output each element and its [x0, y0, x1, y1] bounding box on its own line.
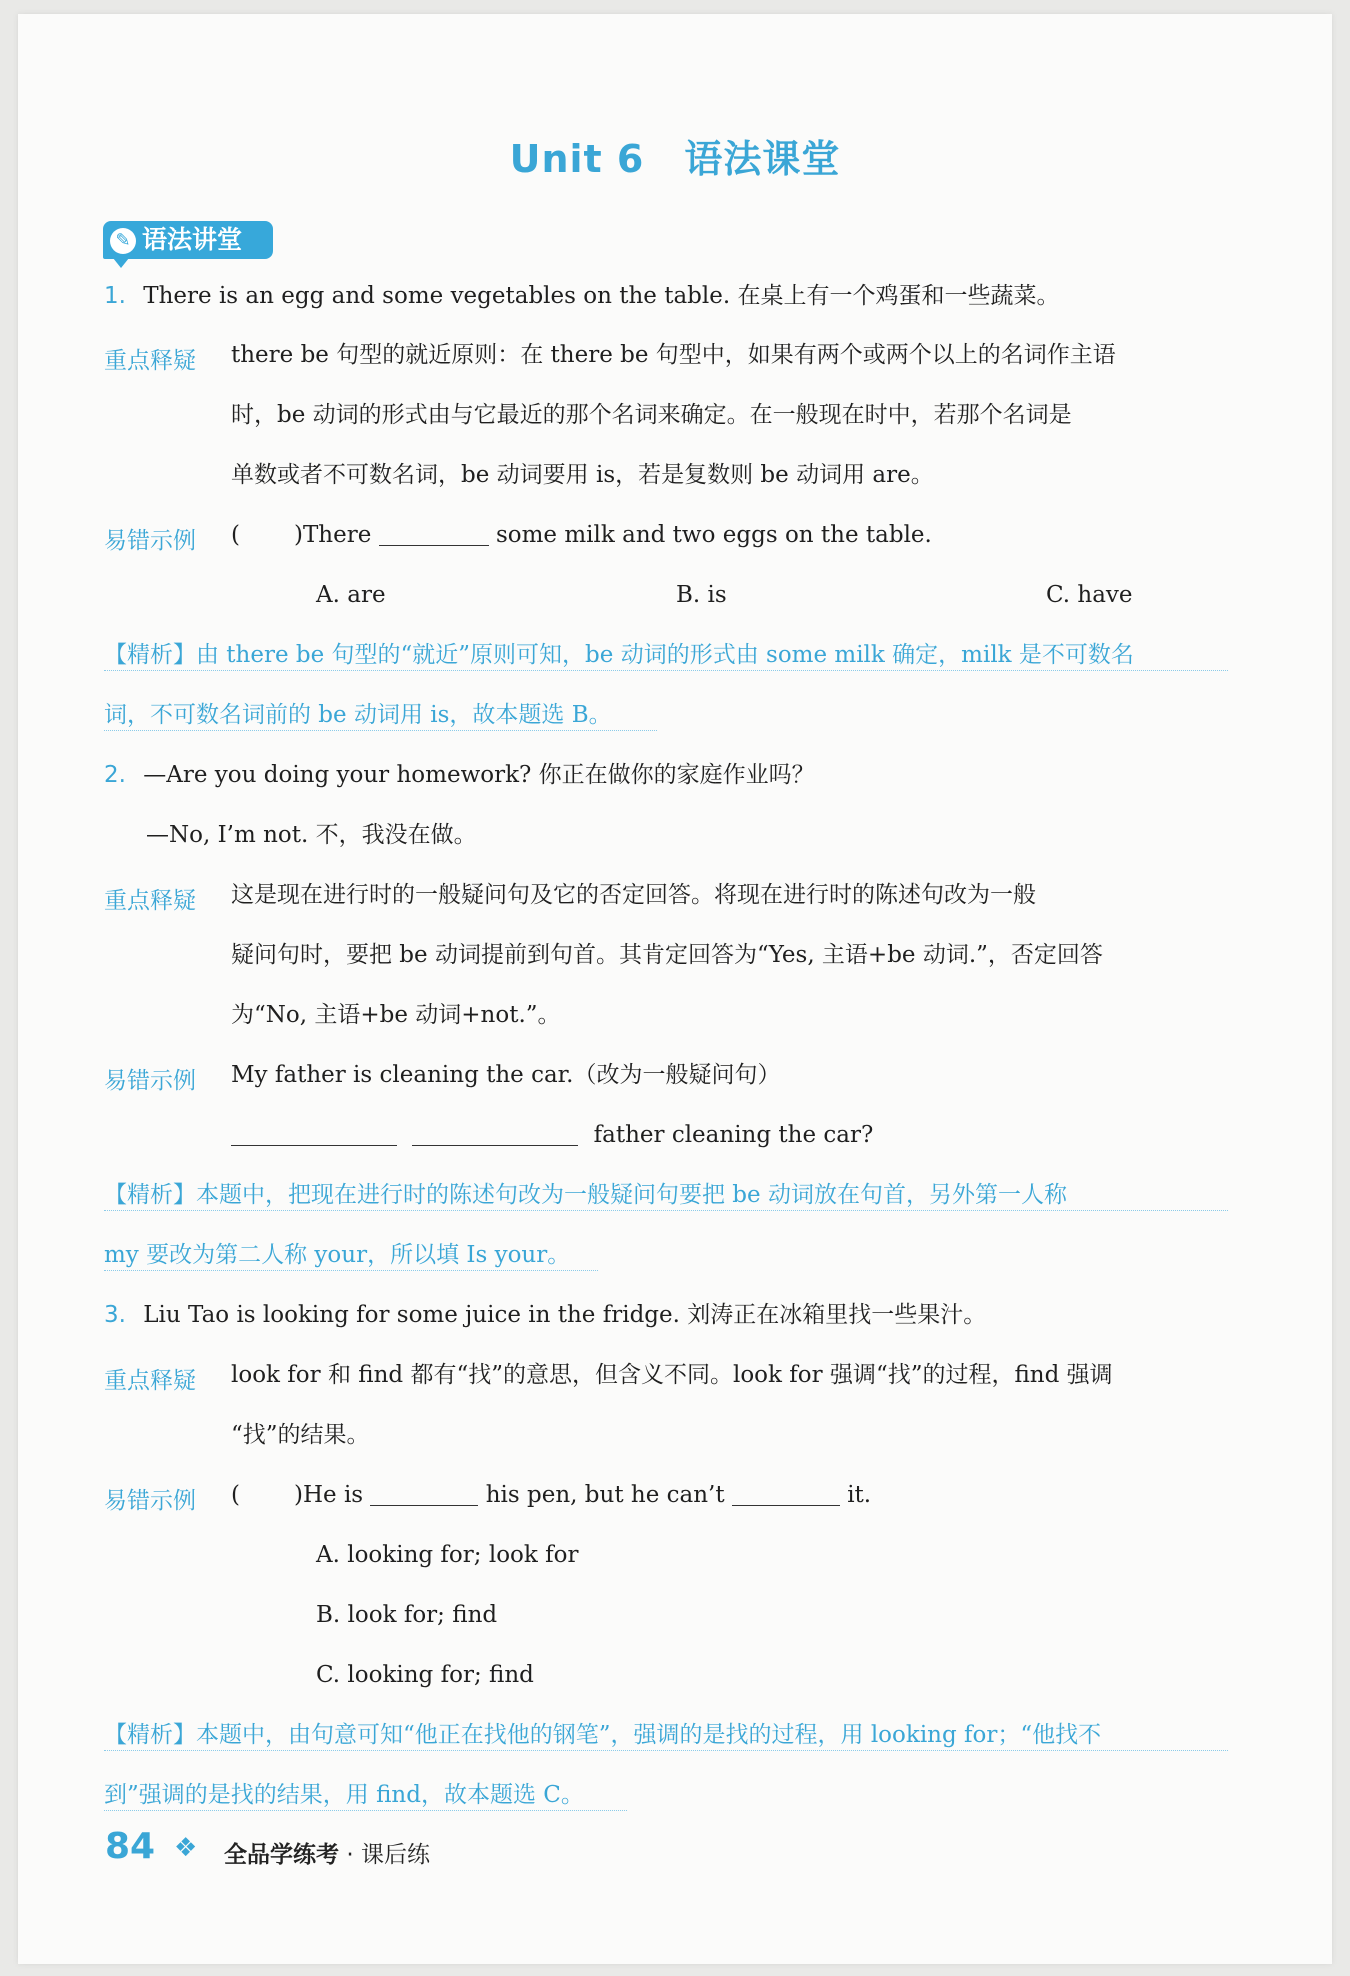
- item-1-key-line-2: 时，be 动词的形式由与它最近的那个名词来确定。在一般现在时中，若那个名词是: [231, 402, 1072, 428]
- diamond-icon: ❖: [174, 1833, 198, 1863]
- page-title: [0, 128, 1350, 183]
- answer-blank[interactable]: [370, 1483, 478, 1506]
- item-2-example: My father is cleaning the car.（改为一般疑问句）: [231, 1062, 781, 1088]
- section-badge: [103, 221, 273, 259]
- item-1-example-label: 易错示例: [104, 528, 196, 554]
- item-2-example-answer: father cleaning the car?: [231, 1120, 873, 1150]
- item-2-analysis-line-2: my 要改为第二人称 your，所以填 Is your。: [104, 1240, 598, 1271]
- item-3-example: ( )He is his pen, but he can’t it.: [231, 1482, 872, 1508]
- item-1-option-c: C. have: [1046, 582, 1133, 608]
- item-3-example-label: 易错示例: [104, 1488, 196, 1514]
- page-number: 84: [105, 1826, 156, 1867]
- lightbulb-icon: ✎: [110, 228, 136, 254]
- item-1-key-line-1: there be 句型的就近原则：在 there be 句型中，如果有两个或两个以上的名词作主语: [231, 342, 1116, 368]
- item-2-key-line-1: 这是现在进行时的一般疑问句及它的否定回答。将现在进行时的陈述句改为一般: [231, 882, 1036, 908]
- item-1-key-line-3: 单数或者不可数名词，be 动词要用 is，若是复数则 be 动词用 are。: [231, 462, 934, 488]
- item-2-key-line-3: 为“No, 主语+be 动词+not.”。: [231, 1002, 561, 1028]
- item-2-example-label: 易错示例: [104, 1068, 196, 1094]
- item-1-option-b: B. is: [676, 582, 727, 608]
- unit-name: 语法课堂: [684, 137, 841, 181]
- answer-blank[interactable]: [231, 1123, 397, 1146]
- item-2-sentence: 2. —Are you doing your homework? 你正在做你的家庭作业吗？: [104, 762, 815, 788]
- item-3-key-line-2: “找”的结果。: [231, 1422, 370, 1448]
- item-2-analysis-line-1: 【精析】本题中，把现在进行时的陈述句改为一般疑问句要把 be 动词放在句首，另外第一人称: [104, 1180, 1228, 1211]
- item-2-key-line-2: 疑问句时，要把 be 动词提前到句首。其肯定回答为“Yes, 主语+be 动词.”，否定回答: [231, 942, 1103, 968]
- item-2-key-label: 重点释疑: [104, 888, 196, 914]
- item-3-analysis-line-1: 【精析】本题中，由句意可知“他正在找他的钢笔”，强调的是找的过程，用 looking for；“他找不: [104, 1720, 1228, 1751]
- item-3-sentence: 3. Liu Tao is looking for some juice in the fridge. 刘涛正在冰箱里找一些果汁。: [104, 1302, 987, 1328]
- item-3-option-c: C. looking for; find: [316, 1662, 534, 1688]
- item-1-sentence: 1. There is an egg and some vegetables on the table. 在桌上有一个鸡蛋和一些蔬菜。: [104, 283, 1060, 309]
- answer-blank[interactable]: [412, 1123, 578, 1146]
- item-3-option-a: A. looking for; look for: [316, 1542, 579, 1568]
- unit-label: Unit 6: [509, 137, 645, 181]
- item-3-key-label: 重点释疑: [104, 1368, 196, 1394]
- item-1-analysis-line-1: 【精析】由 there be 句型的“就近”原则可知，be 动词的形式由 some milk 确定，milk 是不可数名: [104, 640, 1228, 671]
- answer-blank[interactable]: [732, 1483, 840, 1506]
- answer-blank[interactable]: [379, 523, 489, 546]
- item-3-option-b: B. look for; find: [316, 1602, 498, 1628]
- book-title: 全品学练考 · 课后练: [224, 1842, 430, 1868]
- item-3-key-line-1: look for 和 find 都有“找”的意思，但含义不同。look for 强调“找”的过程，find 强调: [231, 1362, 1113, 1388]
- item-2-sentence-2: —No, I’m not. 不，我没在做。: [146, 822, 477, 848]
- item-1-option-a: A. are: [316, 582, 386, 608]
- section-label: 语法讲堂: [142, 225, 243, 254]
- item-1-key-label: 重点释疑: [104, 348, 196, 374]
- item-3-analysis-line-2: 到”强调的是找的结果，用 find，故本题选 C。: [104, 1780, 627, 1811]
- item-1-analysis-line-2: 词，不可数名词前的 be 动词用 is，故本题选 B。: [104, 700, 657, 731]
- item-1-example: ( )There some milk and two eggs on the table.: [231, 522, 932, 548]
